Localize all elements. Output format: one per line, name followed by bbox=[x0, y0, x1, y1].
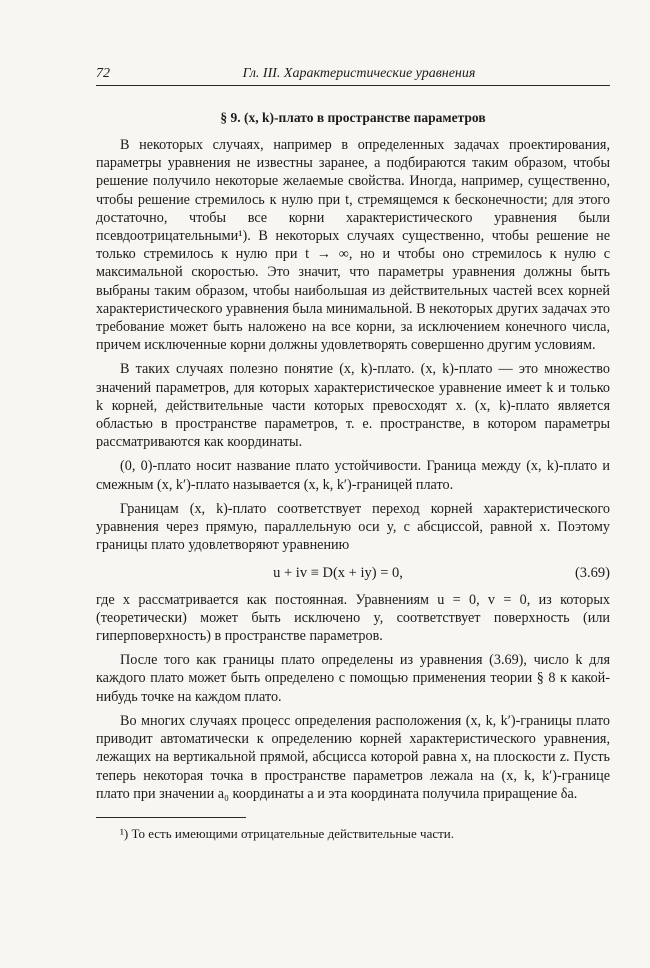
chapter-title: Гл. III. Характеристические уравнения bbox=[242, 66, 476, 81]
body-text bbox=[96, 136, 610, 803]
paragraph: В некоторых случаях, например в определенных задачах проектирования, параметры уравнения не известны заранее, а подбираются таким образом, чтобы решение получило некоторые желаемые свойства. Иногда, например, существенно, чтобы решение стремилось к нулю при t, стремящемся к бесконечности; для этого достаточно, чтобы все корни характеристического уравнения были псевдоотрицательными¹). В некоторых случаях существенно, чтобы решение не только стремилось к нулю при t → ∞, но и чтобы оно стремилось к нулю с максимальной скоростью. Это значит, что параметры уравнения должны быть выбраны таким образом, чтобы наибольшая из действительных частей всех корней характеристического уравнения была минимальной. В некоторых других задачах это требование может быть наложено на все корни, за исключением конечного числа, причем исключенные корни должны удовлетворять совершенно другим условиям. bbox=[96, 137, 610, 354]
book-page bbox=[96, 66, 610, 842]
paragraph: где x рассматривается как постоянная. Уравнениям u = 0, v = 0, из которых (теоретически) может быть исключено y, соответствует поверхность (или гиперповерхность) в пространстве параметров. bbox=[96, 591, 610, 645]
equation-number: (3.69) bbox=[574, 565, 610, 582]
paragraph: Во многих случаях процесс определения расположения (x, k, k′)-границы плато приводит автоматически к определению корней характеристического уравнения, лежащих на вертикальной прямой, абсцисса которой равна x, на плоскости z. Пусть теперь некоторая точка в пространстве параметров лежала на (x, k, k′)-границе плато при значении a₀ координаты a и эта координата получила приращение δa. bbox=[96, 712, 610, 802]
footnote: ¹) То есть имеющими отрицательные действительные части. bbox=[120, 825, 455, 841]
section-title: § 9. (x, k)-плато в пространстве параметров bbox=[220, 110, 486, 125]
equation-3-69 bbox=[96, 564, 610, 582]
equation-expression: u + iv ≡ D(x + iy) = 0, bbox=[273, 565, 403, 582]
page-number: 72 bbox=[96, 66, 110, 81]
paragraph: В таких случаях полезно понятие (x, k)-плато. (x, k)-плато — это множество значений параметров, для которых характеристическое уравнение имеет k и только k корней, действительные части которых превосходят x. (x, k)-плато является областью в пространстве параметров, т. е. пространстве, в котором параметры рассматриваются как координаты. bbox=[96, 361, 610, 451]
footnote-divider bbox=[96, 817, 246, 818]
paragraph: После того как границы плато определены из уравнения (3.69), число k для каждого плато может быть определено с помощью применения теории § 8 к какой-нибудь точке на каждом плато. bbox=[96, 652, 610, 705]
paragraph: (0, 0)-плато носит название плато устойчивости. Граница между (x, k)-плато и смежным (x, k′)-плато называется (x, k, k′)-границей плато. bbox=[96, 458, 610, 493]
paragraph: Границам (x, k)-плато соответствует переход корней характеристического уравнения через прямую, параллельную оси y, с абсциссой, равной x. Поэтому границы плато удовлетворяют уравнению bbox=[96, 500, 610, 554]
running-head bbox=[96, 66, 610, 86]
